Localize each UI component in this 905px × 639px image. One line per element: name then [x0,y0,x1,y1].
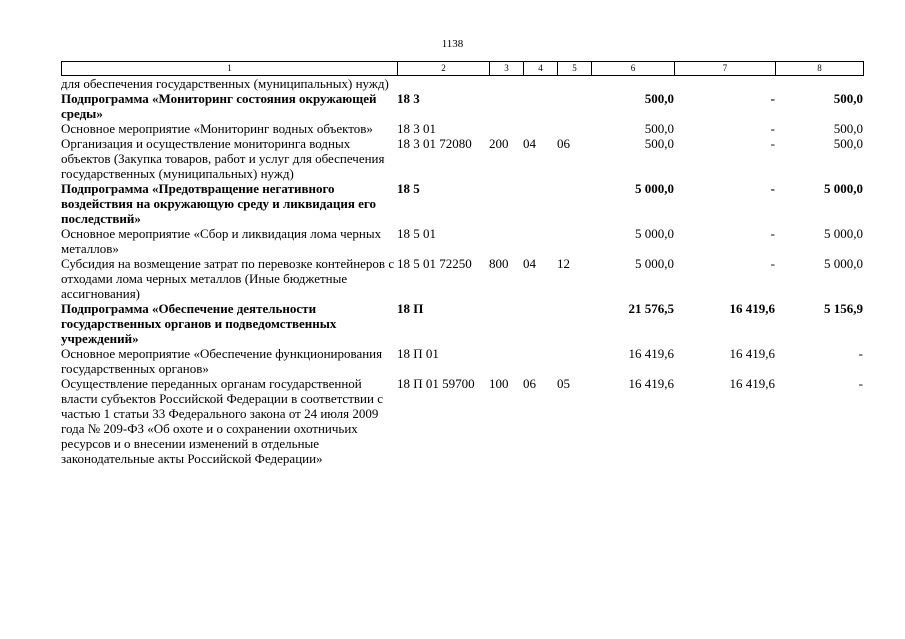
row-expense-type [489,121,523,136]
column-header-8: 8 [776,62,864,76]
table-row [61,181,863,226]
column-header-3: 3 [490,62,524,76]
row-section [523,121,557,136]
row-regional: 500,0 [833,136,863,151]
row-code: 18 3 01 72080 [397,136,472,151]
column-header-5: 5 [558,62,592,76]
column-header-7: 7 [675,62,776,76]
row-expense-type [489,91,523,121]
table-row [61,76,863,91]
table-row [61,256,863,301]
page-number: 1138 [441,38,464,50]
row-federal: 16 419,6 [729,301,775,316]
row-subsection [557,181,591,226]
column-header-6: 6 [592,62,675,76]
row-expense-type [489,226,523,256]
row-federal: - [770,91,775,106]
row-code: 18 3 01 [397,121,436,136]
row-name: Осуществление переданных органам государственной власти субъектов Российской Федерации в соответствии с частью 1 статьи 33 Федерального закона от 24 июля 2009 года № 209-ФЗ «Об охоте и о сохранении охотничьих ресурсов и о внесении изменений в отдельные законодательные акты Российской Федерации» [61,376,383,466]
row-federal: - [770,121,775,136]
row-code: 18 5 01 [397,226,436,241]
row-regional: 5 156,9 [824,301,863,316]
row-total: 5 000,0 [635,181,674,196]
row-section: 04 [523,136,536,151]
table-row [61,226,863,256]
column-header-1: 1 [62,62,398,76]
column-header-2: 2 [398,62,490,76]
row-name: Организация и осуществление мониторинга водных объектов (Закупка товаров, работ и услуг для обеспечения государственных (муниципальных) нужд) [61,136,385,181]
row-total: 500,0 [644,136,674,151]
row-code: 18 П [397,301,424,316]
row-total: 21 576,5 [628,301,674,316]
row-name: Подпрограмма «Мониторинг состояния окружающей среды» [61,91,377,121]
row-code: 18 П 01 [397,346,439,361]
row-code: 18 П 01 59700 [397,376,475,391]
row-regional: 5 000,0 [824,181,863,196]
row-expense-type [489,181,523,226]
row-federal: - [770,181,775,196]
row-subsection: 06 [557,136,570,151]
row-expense-type [489,346,523,376]
row-federal: - [770,136,775,151]
row-expense-type [489,76,523,91]
row-code [397,76,489,91]
row-total: 16 419,6 [628,346,674,361]
row-code: 18 5 [397,181,420,196]
row-subsection: 05 [557,376,570,391]
row-expense-type [489,301,523,346]
row-name: Субсидия на возмещение затрат по перевозке контейнеров с отходами лома черных металлов (Иные бюджетные ассигнования) [61,256,395,301]
table-body [61,76,863,466]
table-row [61,91,863,121]
row-expense-type: 800 [489,256,509,271]
row-section [523,91,557,121]
row-regional: - [858,376,863,391]
row-expense-type: 100 [489,376,509,391]
row-section: 06 [523,376,536,391]
row-total: 500,0 [644,121,674,136]
row-total: 5 000,0 [635,256,674,271]
row-subsection [557,226,591,256]
row-section [523,226,557,256]
table-row [61,346,863,376]
row-federal: 16 419,6 [729,376,775,391]
table-row [61,376,863,466]
row-regional: 5 000,0 [824,226,863,241]
row-subsection [557,301,591,346]
budget-table [61,76,863,466]
row-name: Подпрограмма «Предотвращение негативного воздействия на окружающую среду и ликвидация его последствий» [61,181,376,226]
row-section [523,346,557,376]
table-row [61,301,863,346]
column-header-table [61,61,864,76]
row-federal: - [770,226,775,241]
row-name: для обеспечения государственных (муниципальных) нужд) [61,76,389,91]
row-subsection [557,76,591,91]
row-subsection [557,121,591,136]
row-regional: 500,0 [833,91,863,106]
row-name: Основное мероприятие «Обеспечение функционирования государственных органов» [61,346,383,376]
row-regional: 500,0 [833,121,863,136]
row-total: 16 419,6 [628,376,674,391]
row-expense-type: 200 [489,136,509,151]
row-subsection: 12 [557,256,570,271]
row-total: 500,0 [644,91,674,106]
column-header-row [62,62,864,76]
row-section [523,181,557,226]
row-name: Подпрограмма «Обеспечение деятельности государственных органов и подведомственных учреждений» [61,301,337,346]
row-federal: - [770,256,775,271]
table-row [61,121,863,136]
row-code: 18 5 01 72250 [397,256,472,271]
row-section [523,301,557,346]
row-name: Основное мероприятие «Мониторинг водных объектов» [61,121,373,136]
row-total: 5 000,0 [635,226,674,241]
row-federal [674,76,775,91]
row-section: 04 [523,256,536,271]
row-code: 18 3 [397,91,420,106]
row-total [591,76,674,91]
table-row [61,136,863,181]
row-regional [775,76,863,91]
row-subsection [557,91,591,121]
row-section [523,76,557,91]
row-regional: - [858,346,863,361]
column-header-4: 4 [524,62,558,76]
row-regional: 5 000,0 [824,256,863,271]
row-federal: 16 419,6 [729,346,775,361]
row-name: Основное мероприятие «Сбор и ликвидация лома черных металлов» [61,226,382,256]
row-subsection [557,346,591,376]
